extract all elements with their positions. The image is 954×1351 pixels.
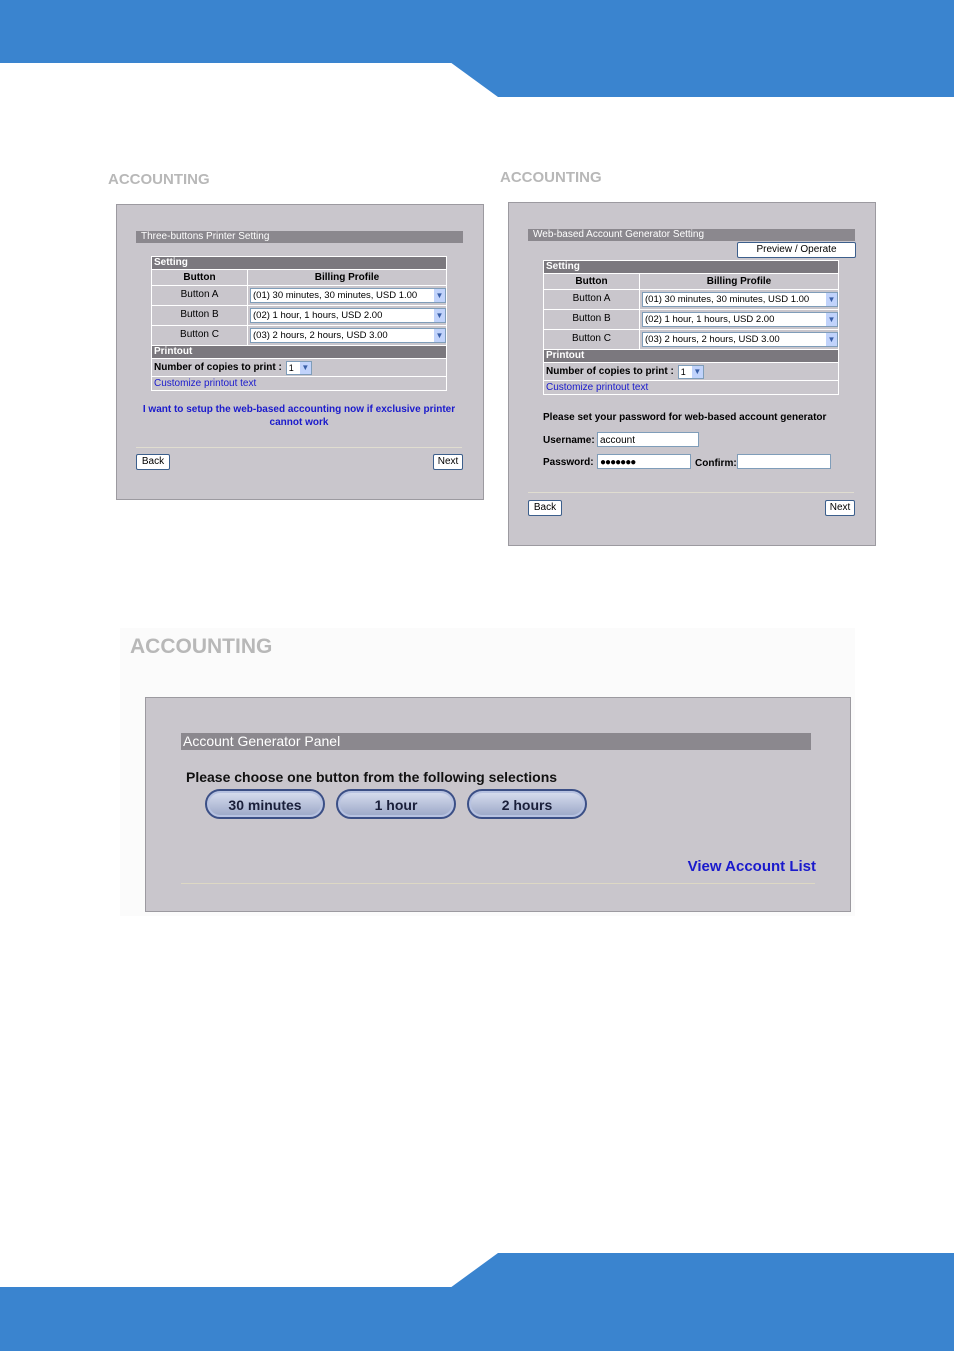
button-name: Button A: [544, 290, 640, 309]
panel3-window: [145, 697, 851, 912]
top-band-tab: [0, 62, 954, 97]
profile-select-value: (03) 2 hours, 2 hours, USD 3.00: [645, 334, 780, 345]
chevron-down-icon: ▼: [435, 311, 444, 320]
panel1-header: Three-buttons Printer Setting: [136, 231, 463, 243]
profile-select-a[interactable]: [250, 288, 446, 303]
copies-select[interactable]: [678, 365, 704, 379]
preview-operate-button[interactable]: Preview / Operate: [737, 242, 856, 258]
copies-label: Number of copies to print :: [546, 366, 674, 377]
divider: [528, 492, 854, 493]
password-input[interactable]: ●●●●●●●: [597, 454, 691, 469]
panel3-header: Account Generator Panel: [181, 733, 811, 750]
profile-select-value: (03) 2 hours, 2 hours, USD 3.00: [253, 330, 388, 341]
divider: [136, 447, 462, 448]
table-header-row: [152, 269, 446, 285]
back-button[interactable]: Back: [528, 500, 562, 516]
copies-value: 1: [288, 362, 294, 373]
table-row: [152, 325, 446, 345]
button-name: Button B: [544, 310, 640, 329]
customize-row: [544, 380, 838, 394]
printout-label: Printout: [152, 345, 446, 358]
confirm-input[interactable]: [737, 454, 831, 469]
panel3-prompt: Please choose one button from the following selections: [186, 769, 558, 785]
30-minutes-button[interactable]: 30 minutes: [205, 789, 325, 819]
web-based-link-line2: cannot work: [269, 417, 329, 428]
web-based-link[interactable]: [129, 403, 469, 429]
col-profile-header: Billing Profile: [314, 272, 380, 283]
bottom-band: [0, 1287, 954, 1351]
panel1-settings-table: [151, 256, 447, 391]
next-button[interactable]: Next: [433, 454, 463, 470]
panel3-title: ACCOUNTING: [130, 635, 273, 658]
table-row: [544, 309, 838, 329]
profile-select-a[interactable]: [642, 292, 838, 307]
chevron-down-icon: ▼: [827, 315, 836, 324]
profile-select-value: (01) 30 minutes, 30 minutes, USD 1.00: [645, 294, 810, 305]
profile-select-value: (02) 1 hour, 1 hours, USD 2.00: [253, 310, 383, 321]
password-prompt: Please set your password for web-based account generator: [543, 412, 827, 423]
printout-label: Printout: [544, 349, 838, 362]
customize-row: [152, 376, 446, 390]
table-row: [544, 289, 838, 309]
top-band: [0, 0, 954, 63]
username-input[interactable]: account: [597, 432, 699, 447]
table-row: [152, 305, 446, 325]
copies-select[interactable]: [286, 361, 312, 375]
chevron-down-icon: ▼: [827, 335, 836, 344]
profile-select-value: (02) 1 hour, 1 hours, USD 2.00: [645, 314, 775, 325]
panel2-title: ACCOUNTING: [500, 169, 602, 186]
password-label: Password:: [543, 457, 594, 468]
copies-row: [544, 362, 838, 380]
1-hour-button[interactable]: 1 hour: [336, 789, 456, 819]
profile-select-c[interactable]: [642, 332, 838, 347]
button-name: Button B: [152, 306, 248, 325]
panel2-settings-table: [543, 260, 839, 395]
back-button[interactable]: Back: [136, 454, 170, 470]
col-button-header: Button: [544, 274, 640, 289]
username-label: Username:: [543, 435, 595, 446]
setting-label: Setting: [544, 261, 838, 273]
chevron-down-icon: ▼: [693, 366, 702, 376]
confirm-label: Confirm:: [695, 458, 737, 469]
chevron-down-icon: ▼: [301, 362, 310, 372]
copies-label: Number of copies to print :: [154, 362, 282, 373]
chevron-down-icon: ▼: [435, 331, 444, 340]
button-name: Button C: [544, 330, 640, 349]
panel2-window: [508, 202, 876, 546]
chevron-down-icon: ▼: [435, 291, 444, 300]
col-button-header: Button: [152, 270, 248, 285]
panel1-title: ACCOUNTING: [108, 171, 210, 188]
button-name: Button A: [152, 286, 248, 305]
next-button[interactable]: Next: [825, 500, 855, 516]
panel1-window: [116, 204, 484, 500]
panel2-header: Web-based Account Generator Setting: [528, 229, 855, 241]
table-row: [152, 285, 446, 305]
profile-select-value: (01) 30 minutes, 30 minutes, USD 1.00: [253, 290, 418, 301]
col-profile-header: Billing Profile: [706, 276, 772, 287]
copies-row: [152, 358, 446, 376]
divider: [181, 883, 815, 884]
bottom-band-tab: [0, 1253, 954, 1288]
setting-label: Setting: [152, 257, 446, 269]
table-header-row: [544, 273, 838, 289]
chevron-down-icon: ▼: [827, 295, 836, 304]
customize-printout-link[interactable]: Customize printout text: [546, 382, 649, 393]
copies-value: 1: [680, 366, 686, 377]
view-account-list-link[interactable]: View Account List: [687, 858, 816, 875]
profile-select-c[interactable]: [250, 328, 446, 343]
profile-select-b[interactable]: [642, 312, 838, 327]
2-hours-button[interactable]: 2 hours: [467, 789, 587, 819]
table-row: [544, 329, 838, 349]
profile-select-b[interactable]: [250, 308, 446, 323]
web-based-link-line1: I want to setup the web-based accounting now if exclusive printer: [142, 404, 456, 415]
customize-printout-link[interactable]: Customize printout text: [154, 378, 257, 389]
button-name: Button C: [152, 326, 248, 345]
